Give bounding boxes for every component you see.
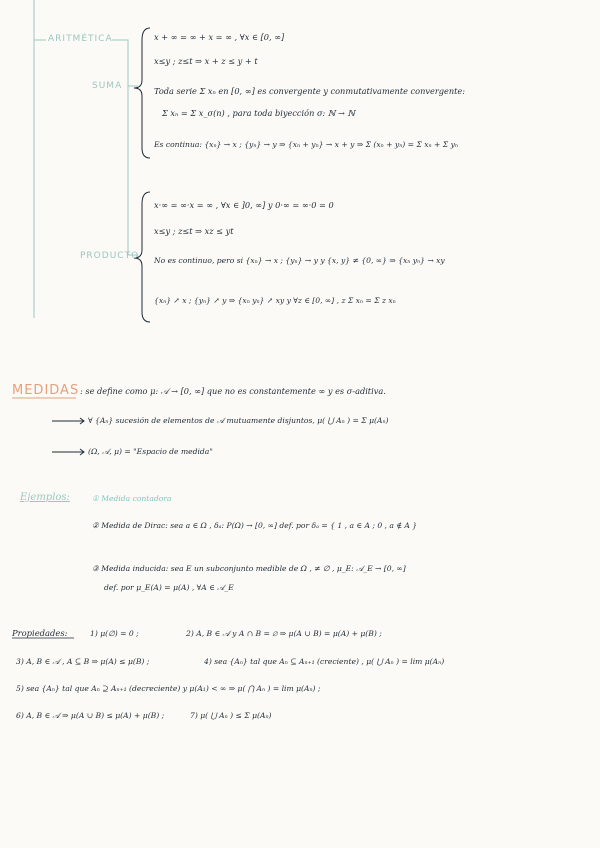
suma-label: SUMA — [92, 81, 123, 91]
propiedad-3: 3) A, B ∈ 𝒜 , A ⊆ B ⇒ μ(A) ≤ μ(B) ; — [16, 657, 150, 666]
suma-item-2: x≤y ; z≤t ⇒ x + z ≤ y + t — [154, 56, 258, 66]
aritmetica-title: ARITMÉTICA — [48, 34, 113, 44]
propiedades-title: Propiedades: — [12, 628, 68, 638]
ejemplo-2: ② Medida de Dirac: sea a ∈ Ω , δₐ: P(Ω) → [0, ∞] def. por δₐ = { 1 , a ∈ A ; 0 , a ∉ A } — [92, 521, 418, 530]
propiedad-4: 4) sea {Aₙ} tal que Aₙ ⊆ Aₙ₊₁ (creciente) , μ( ⋃ Aₙ ) = lim μ(Aₙ) — [204, 657, 445, 666]
ejemplo-1: ① Medida contadora — [92, 494, 172, 503]
producto-item-2: x≤y ; z≤t ⇒ xz ≤ yt — [154, 226, 234, 236]
producto-item-1: x·∞ = ∞·x = ∞ , ∀x ∈ ]0, ∞] y 0·∞ = ∞·0 = 0 — [154, 200, 334, 210]
propiedad-2: 2) A, B ∈ 𝒜 y A ∩ B = ∅ ⇒ μ(A ∪ B) = μ(A) + μ(B) ; — [186, 629, 382, 638]
suma-item-4: Σ xₙ = Σ x_σ(n) , para toda biyección σ: ℕ → ℕ — [162, 108, 355, 118]
producto-item-4: {xₙ} ↗ x ; {yₙ} ↗ y ⇒ {xₙ yₙ} ↗ xy y ∀z ∈ [0, ∞] , z Σ xₙ = Σ z xₙ — [154, 296, 396, 305]
ejemplo-3: ③ Medida inducida: sea E un subconjunto medible de Ω , ≠ ∅ , μ_E: 𝒜_E → [0, ∞] — [92, 564, 406, 573]
ejemplo-3-def: def. por μ_E(A) = μ(A) , ∀A ∈ 𝒜_E — [104, 583, 234, 592]
suma-item-5: Es continua: {xₙ} → x ; {yₙ} → y ⇒ {xₙ + yₙ} → x + y ⇒ Σ (xₙ + yₙ) = Σ xₙ + Σ yₙ — [154, 140, 458, 149]
medidas-bullet-1: ∀ {Aₙ} sucesión de elementos de 𝒜 mutuamente disjuntos, μ( ⋃ Aₙ ) = Σ μ(Aₙ) — [88, 416, 389, 425]
producto-item-3: No es continuo, pero si {xₙ} → x ; {yₙ} → y y {x, y} ≠ {0, ∞} ⇒ {xₙ yₙ} → xy — [154, 256, 445, 265]
producto-label: PRODUCTO — [80, 251, 140, 261]
medidas-bullet-2: (Ω, 𝒜, μ) = "Espacio de medida" — [88, 447, 213, 456]
suma-item-3: Toda serie Σ xₙ en [0, ∞] es convergente y conmutativamente convergente: — [154, 86, 465, 96]
propiedad-7: 7) μ( ⋃ Aₙ ) ≤ Σ μ(Aₙ) — [190, 711, 272, 720]
propiedad-6: 6) A, B ∈ 𝒜 ⇒ μ(A ∪ B) ≤ μ(A) + μ(B) ; — [16, 711, 165, 720]
medidas-title: MEDIDAS — [12, 383, 80, 398]
ejemplos-title: Ejemplos: — [20, 492, 70, 503]
propiedad-5: 5) sea {Aₙ} tal que Aₙ ⊇ Aₙ₊₁ (decreciente) y μ(A₁) < ∞ ⇒ μ( ⋂ Aₙ ) = lim μ(Aₙ) ; — [16, 684, 321, 693]
propiedad-1: 1) μ(∅) = 0 ; — [90, 629, 139, 638]
suma-item-1: x + ∞ = ∞ + x = ∞ , ∀x ∈ [0, ∞] — [154, 32, 285, 42]
medidas-definition: : se define como μ: 𝒜 → [0, ∞] que no es constantemente ∞ y es σ-aditiva. — [80, 386, 386, 396]
